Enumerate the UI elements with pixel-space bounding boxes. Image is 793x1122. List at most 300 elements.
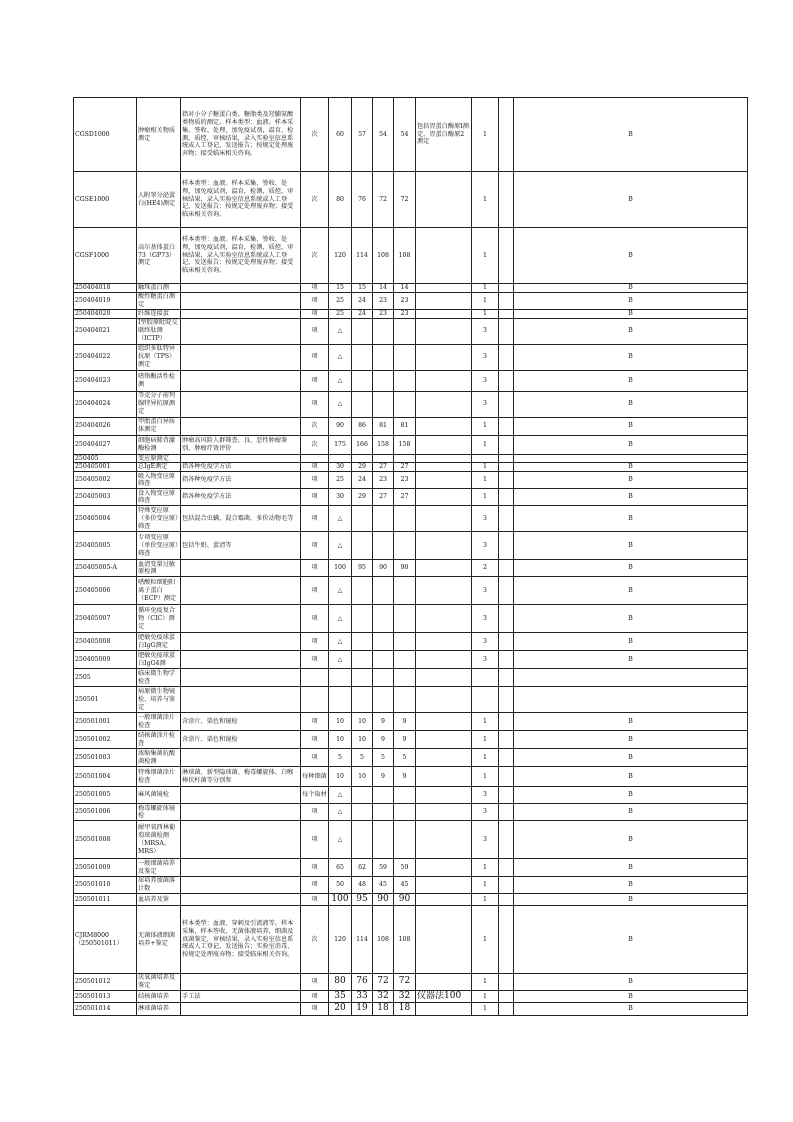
item-description xyxy=(181,284,301,293)
price-level-4 xyxy=(394,532,416,560)
price-level-3: 9 xyxy=(373,767,394,787)
price-level-3 xyxy=(373,344,394,370)
item-name: 肿瘤相关物质测定 xyxy=(137,98,181,172)
item-code: 250405005 xyxy=(74,532,137,560)
item-code: 250404026 xyxy=(74,417,137,435)
price-level-4 xyxy=(394,605,416,633)
price-level-1: 100 xyxy=(329,560,352,577)
item-name: 食入物变应原筛查 xyxy=(137,489,181,506)
price-level-4 xyxy=(394,506,416,532)
item-class: 1 xyxy=(472,309,499,318)
item-name: 纤维连接蛋 xyxy=(137,309,181,318)
item-note xyxy=(416,687,472,713)
item-note xyxy=(416,713,472,731)
item-category xyxy=(514,687,748,713)
item-class: 1 xyxy=(472,731,499,749)
item-note xyxy=(416,787,472,804)
item-blank xyxy=(499,1003,514,1015)
price-level-3: 23 xyxy=(373,472,394,489)
item-class: 3 xyxy=(472,804,499,821)
item-note xyxy=(416,228,472,284)
item-category: B xyxy=(514,463,748,472)
item-note xyxy=(416,749,472,767)
price-level-2: 166 xyxy=(352,435,373,454)
item-blank xyxy=(499,489,514,506)
item-code: 250501010 xyxy=(74,877,137,894)
table-row xyxy=(74,98,748,172)
item-note xyxy=(416,435,472,454)
table-row xyxy=(74,318,748,344)
price-level-4: 32 xyxy=(394,991,416,1003)
price-level-3: 32 xyxy=(373,991,394,1003)
item-category: B xyxy=(514,284,748,293)
item-category: B xyxy=(514,172,748,228)
price-level-4: 18 xyxy=(394,1003,416,1015)
item-name: 人附睾分泌蛋白(HE4)测定 xyxy=(137,172,181,228)
price-level-1: 30 xyxy=(329,489,352,506)
item-class: 3 xyxy=(472,577,499,605)
price-level-2 xyxy=(352,532,373,560)
item-category: B xyxy=(514,1003,748,1015)
item-description: 含涂片、染色和镜检 xyxy=(181,731,301,749)
table-row xyxy=(74,506,748,532)
price-level-2 xyxy=(352,318,373,344)
item-description: 指各种免疫学方法 xyxy=(181,463,301,472)
price-level-2 xyxy=(352,506,373,532)
item-blank xyxy=(499,787,514,804)
price-level-1: △ xyxy=(329,651,352,669)
item-note xyxy=(416,172,472,228)
price-level-3: 9 xyxy=(373,731,394,749)
table-row xyxy=(74,787,748,804)
item-name: 嗜铬酶活性检测 xyxy=(137,370,181,391)
item-category: B xyxy=(514,228,748,284)
item-name: 结核菌涂片检查 xyxy=(137,731,181,749)
item-name: 甲胎蛋白异质体测定 xyxy=(137,417,181,435)
item-unit: 项 xyxy=(301,489,329,506)
item-unit: 项 xyxy=(301,293,329,310)
price-level-4 xyxy=(394,821,416,859)
item-blank xyxy=(499,605,514,633)
price-level-3: 81 xyxy=(373,417,394,435)
price-level-2: 5 xyxy=(352,749,373,767)
item-name: 高尔基体蛋白 73（GP73）测定 xyxy=(137,228,181,284)
price-level-1: 175 xyxy=(329,435,352,454)
item-description: 手工法 xyxy=(181,991,301,1003)
item-code: 250501005 xyxy=(74,787,137,804)
price-level-2: 86 xyxy=(352,417,373,435)
item-note xyxy=(416,633,472,651)
item-category: B xyxy=(514,560,748,577)
item-blank xyxy=(499,669,514,687)
price-level-2 xyxy=(352,605,373,633)
item-name: 淋球菌培养 xyxy=(137,1003,181,1015)
price-level-3 xyxy=(373,454,394,463)
price-level-1: △ xyxy=(329,787,352,804)
item-class: 3 xyxy=(472,651,499,669)
item-blank xyxy=(499,293,514,310)
item-blank xyxy=(499,804,514,821)
item-class: 3 xyxy=(472,370,499,391)
price-level-2 xyxy=(352,687,373,713)
item-code: 250404023 xyxy=(74,370,137,391)
item-unit: 项 xyxy=(301,731,329,749)
item-category: B xyxy=(514,605,748,633)
price-level-3: 27 xyxy=(373,463,394,472)
price-level-1: 20 xyxy=(329,1003,352,1015)
item-name: 触珠蛋白测 xyxy=(137,284,181,293)
price-level-2 xyxy=(352,651,373,669)
price-level-1: △ xyxy=(329,370,352,391)
item-code: 250405 xyxy=(74,454,137,463)
price-level-3 xyxy=(373,804,394,821)
item-description xyxy=(181,893,301,905)
item-note xyxy=(416,560,472,577)
item-name: 变应原测定 xyxy=(137,454,181,463)
item-description xyxy=(181,877,301,894)
price-level-1: 10 xyxy=(329,731,352,749)
price-level-1: △ xyxy=(329,344,352,370)
item-note xyxy=(416,417,472,435)
item-unit: 项 xyxy=(301,821,329,859)
item-note xyxy=(416,318,472,344)
price-level-4 xyxy=(394,344,416,370)
price-level-4: 108 xyxy=(394,228,416,284)
price-level-2 xyxy=(352,669,373,687)
price-level-1: 35 xyxy=(329,991,352,1003)
item-code: 250405002 xyxy=(74,472,137,489)
item-unit: 项 xyxy=(301,991,329,1003)
item-category: B xyxy=(514,391,748,417)
item-class: 3 xyxy=(472,506,499,532)
price-level-1: 100 xyxy=(329,893,352,905)
item-class: 1 xyxy=(472,859,499,877)
table-row xyxy=(74,687,748,713)
item-description xyxy=(181,454,301,463)
price-level-2 xyxy=(352,633,373,651)
price-level-1: 10 xyxy=(329,713,352,731)
item-note xyxy=(416,605,472,633)
item-note xyxy=(416,1003,472,1015)
item-blank xyxy=(499,417,514,435)
price-level-3: 9 xyxy=(373,713,394,731)
price-level-1: 25 xyxy=(329,472,352,489)
item-unit: 项 xyxy=(301,974,329,991)
item-description xyxy=(181,318,301,344)
price-level-1: △ xyxy=(329,804,352,821)
item-class: 1 xyxy=(472,974,499,991)
item-class: 3 xyxy=(472,605,499,633)
table-row xyxy=(74,804,748,821)
item-category: B xyxy=(514,651,748,669)
price-level-4: 72 xyxy=(394,172,416,228)
item-blank xyxy=(499,651,514,669)
item-description: 淋球菌、新型隐球菌、梅毒螺旋体、白喉棒状杆菌等分别参 xyxy=(181,767,301,787)
item-class: 3 xyxy=(472,821,499,859)
price-level-4: 45 xyxy=(394,877,416,894)
item-description xyxy=(181,309,301,318)
item-unit: 项 xyxy=(301,560,329,577)
item-class: 3 xyxy=(472,344,499,370)
price-level-4 xyxy=(394,318,416,344)
price-level-4: 23 xyxy=(394,293,416,310)
item-note xyxy=(416,309,472,318)
item-class: 1 xyxy=(472,435,499,454)
item-blank xyxy=(499,731,514,749)
item-name: 特殊细菌涂片检查 xyxy=(137,767,181,787)
item-class: 1 xyxy=(472,877,499,894)
item-name: 吸入物变应原筛查 xyxy=(137,472,181,489)
price-level-1 xyxy=(329,454,352,463)
price-level-4: 14 xyxy=(394,284,416,293)
item-category: B xyxy=(514,713,748,731)
item-code: 250501002 xyxy=(74,731,137,749)
item-blank xyxy=(499,506,514,532)
price-level-3: 158 xyxy=(373,435,394,454)
price-level-3: 23 xyxy=(373,293,394,310)
table-row xyxy=(74,370,748,391)
item-code: 250404020 xyxy=(74,309,137,318)
item-code: 250405001 xyxy=(74,463,137,472)
price-level-4: 108 xyxy=(394,906,416,974)
item-blank xyxy=(499,98,514,172)
item-unit: 次 xyxy=(301,906,329,974)
price-level-1 xyxy=(329,669,352,687)
item-name: 专项变应原（单价变应原）筛查 xyxy=(137,532,181,560)
table-row xyxy=(74,974,748,991)
item-class: 3 xyxy=(472,391,499,417)
price-level-4: 90 xyxy=(394,893,416,905)
table-row xyxy=(74,344,748,370)
item-unit: 项 xyxy=(301,749,329,767)
item-note xyxy=(416,859,472,877)
item-class: 3 xyxy=(472,318,499,344)
item-class: 1 xyxy=(472,472,499,489)
item-code: 250501009 xyxy=(74,859,137,877)
item-unit: 次 xyxy=(301,228,329,284)
item-blank xyxy=(499,749,514,767)
item-unit: 项 xyxy=(301,309,329,318)
item-note xyxy=(416,454,472,463)
price-level-1: 10 xyxy=(329,767,352,787)
price-level-4 xyxy=(394,577,416,605)
item-class: 1 xyxy=(472,749,499,767)
item-blank xyxy=(499,532,514,560)
item-note xyxy=(416,391,472,417)
price-level-4 xyxy=(394,370,416,391)
item-code: 250404027 xyxy=(74,435,137,454)
price-level-3 xyxy=(373,391,394,417)
item-category: B xyxy=(514,804,748,821)
price-level-2: 76 xyxy=(352,172,373,228)
table-row xyxy=(74,605,748,633)
item-name: 尿培养加菌落计数 xyxy=(137,877,181,894)
item-note xyxy=(416,651,472,669)
price-level-4: 9 xyxy=(394,731,416,749)
item-name: 麻风菌镜检 xyxy=(137,787,181,804)
item-name: 一般细菌培养及鉴定 xyxy=(137,859,181,877)
item-blank xyxy=(499,172,514,228)
item-name: 浓缩集菌抗酸菌检测 xyxy=(137,749,181,767)
item-unit: 项 xyxy=(301,713,329,731)
item-name: 嗜酸粒细胞阳离子蛋白（ECP）测定 xyxy=(137,577,181,605)
item-blank xyxy=(499,633,514,651)
item-code: 250405004 xyxy=(74,506,137,532)
item-code: 250501008 xyxy=(74,821,137,859)
table-row xyxy=(74,651,748,669)
item-name: 梅毒螺旋体镜检 xyxy=(137,804,181,821)
item-class: 1 xyxy=(472,228,499,284)
price-level-1: △ xyxy=(329,633,352,651)
price-level-3: 72 xyxy=(373,974,394,991)
item-unit: 项 xyxy=(301,344,329,370)
price-level-3: 14 xyxy=(373,284,394,293)
item-name: 结核菌培养 xyxy=(137,991,181,1003)
price-level-3 xyxy=(373,651,394,669)
item-description: 样本类型：血液。样本采集、签收、处理，加免疫试剂，温育，检测，质控，审核结果，录入实验室信息系统或人工登记，发送报告；按规定处理废弃物；接受临床相关咨询。 xyxy=(181,228,301,284)
item-class: 1 xyxy=(472,172,499,228)
item-code: 250405005-A xyxy=(74,560,137,577)
price-level-1: 30 xyxy=(329,463,352,472)
price-level-4: 5 xyxy=(394,749,416,767)
price-level-2: 10 xyxy=(352,767,373,787)
item-unit: 项 xyxy=(301,651,329,669)
item-category: B xyxy=(514,370,748,391)
price-level-3: 90 xyxy=(373,893,394,905)
table-row xyxy=(74,669,748,687)
item-name: 细胞病肺背激酶检测 xyxy=(137,435,181,454)
item-class: 1 xyxy=(472,991,499,1003)
item-category: B xyxy=(514,293,748,310)
item-blank xyxy=(499,974,514,991)
price-level-2: 114 xyxy=(352,906,373,974)
price-level-2: 15 xyxy=(352,284,373,293)
item-category: B xyxy=(514,991,748,1003)
item-description xyxy=(181,605,301,633)
item-unit xyxy=(301,687,329,713)
table-row xyxy=(74,1003,748,1015)
price-level-1 xyxy=(329,687,352,713)
item-blank xyxy=(499,454,514,463)
item-unit: 次 xyxy=(301,435,329,454)
price-level-3: 45 xyxy=(373,877,394,894)
item-note xyxy=(416,669,472,687)
table-row xyxy=(74,560,748,577)
item-category: B xyxy=(514,767,748,787)
table-row xyxy=(74,228,748,284)
item-code: 250405008 xyxy=(74,633,137,651)
item-category: B xyxy=(514,906,748,974)
item-code: 250404024 xyxy=(74,391,137,417)
item-class: 1 xyxy=(472,489,499,506)
price-level-3: 54 xyxy=(373,98,394,172)
item-blank xyxy=(499,991,514,1003)
price-level-1: △ xyxy=(329,506,352,532)
item-category: B xyxy=(514,309,748,318)
item-name: 组织多肽特异抗原（TPS）测定 xyxy=(137,344,181,370)
table-row xyxy=(74,172,748,228)
price-level-4 xyxy=(394,787,416,804)
item-code: 250404022 xyxy=(74,344,137,370)
item-blank xyxy=(499,713,514,731)
item-category: B xyxy=(514,489,748,506)
item-category: B xyxy=(514,731,748,749)
price-level-3 xyxy=(373,532,394,560)
item-unit: 每种细菌 xyxy=(301,767,329,787)
table-row xyxy=(74,991,748,1003)
price-level-2 xyxy=(352,454,373,463)
item-unit: 项 xyxy=(301,633,329,651)
price-level-4: 23 xyxy=(394,309,416,318)
item-class: 2 xyxy=(472,560,499,577)
item-unit: 项 xyxy=(301,877,329,894)
price-level-3: 59 xyxy=(373,859,394,877)
price-level-2 xyxy=(352,344,373,370)
price-level-2: 24 xyxy=(352,472,373,489)
item-name: I型胶原吡啶交联终肽测（ICTP） xyxy=(137,318,181,344)
item-description xyxy=(181,669,301,687)
price-level-1: 60 xyxy=(329,98,352,172)
item-blank xyxy=(499,228,514,284)
price-level-3: 90 xyxy=(373,560,394,577)
item-description xyxy=(181,859,301,877)
table-row xyxy=(74,417,748,435)
item-name: 血培养及鉴 xyxy=(137,893,181,905)
price-level-1: 5 xyxy=(329,749,352,767)
item-note xyxy=(416,284,472,293)
price-level-3 xyxy=(373,821,394,859)
price-level-4: 90 xyxy=(394,560,416,577)
item-code: CJRM8000（250501011） xyxy=(74,906,137,974)
price-level-1: 15 xyxy=(329,284,352,293)
item-unit: 项 xyxy=(301,284,329,293)
item-blank xyxy=(499,577,514,605)
item-note xyxy=(416,731,472,749)
price-level-2 xyxy=(352,804,373,821)
price-level-4 xyxy=(394,687,416,713)
price-level-4: 23 xyxy=(394,472,416,489)
price-level-4 xyxy=(394,669,416,687)
table-row xyxy=(74,532,748,560)
item-note xyxy=(416,344,472,370)
item-name: 临床微生物学检查 xyxy=(137,669,181,687)
item-blank xyxy=(499,463,514,472)
price-level-3 xyxy=(373,506,394,532)
item-category: B xyxy=(514,577,748,605)
price-level-3 xyxy=(373,318,394,344)
table-row xyxy=(74,284,748,293)
price-level-3: 5 xyxy=(373,749,394,767)
item-note xyxy=(416,577,472,605)
item-description: 包括牛奶、蛋清等 xyxy=(181,532,301,560)
item-unit: 项 xyxy=(301,605,329,633)
item-name: 肥敏免疫球蛋白IgG4测 xyxy=(137,651,181,669)
price-level-1: △ xyxy=(329,821,352,859)
item-code: 250501011 xyxy=(74,893,137,905)
item-note xyxy=(416,877,472,894)
price-level-2: 29 xyxy=(352,489,373,506)
table-row xyxy=(74,293,748,310)
price-level-2: 114 xyxy=(352,228,373,284)
price-level-3 xyxy=(373,687,394,713)
price-level-4: 72 xyxy=(394,974,416,991)
price-level-3 xyxy=(373,669,394,687)
item-note xyxy=(416,489,472,506)
item-note xyxy=(416,906,472,974)
price-level-1: △ xyxy=(329,318,352,344)
item-unit: 次 xyxy=(301,98,329,172)
price-level-4: 9 xyxy=(394,767,416,787)
